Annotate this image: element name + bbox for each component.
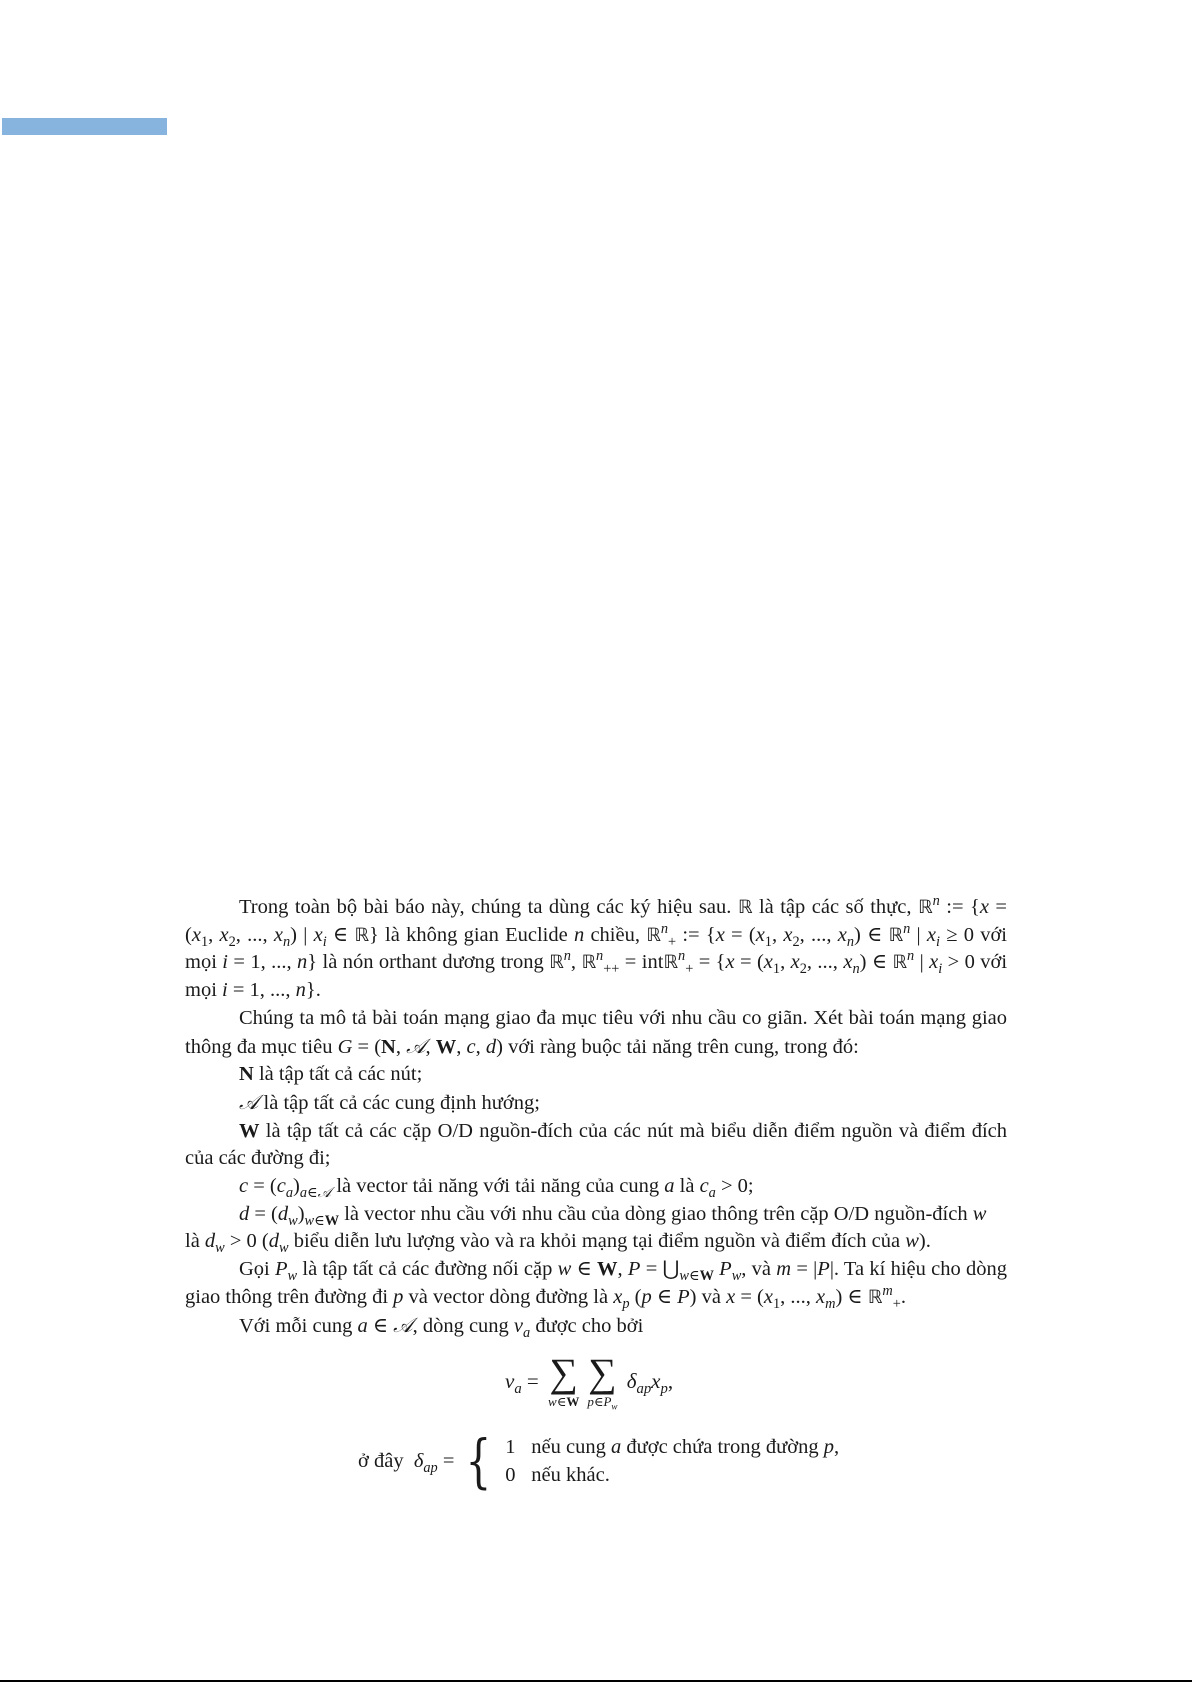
- def-arcs: 𝒜 là tập tất cả các cung định hướng;: [239, 1089, 540, 1114]
- page-body: [185, 894, 1007, 1340]
- delta-case-1: 1 nếu cung a được chứa trong đường p ,: [505, 1436, 840, 1458]
- def-nodes: N là tập tất cả các nút;: [239, 1063, 423, 1086]
- problem-paragraph: Chúng ta mô tả bài toán mạng giao đa mục tiêu với nhu cầu co giãn. Xét bài toán mạng giao thông đa mục tiêu G = (N, 𝒜, W, c, d) với ràng buộc tải năng trên cung, trong đó:: [185, 1006, 1007, 1058]
- sum-over-w: ∑ w∈W: [548, 1350, 580, 1409]
- delta-case-2: 0 nếu khác.: [505, 1464, 610, 1486]
- notation-paragraph: Trong toàn bộ bài báo này, chúng ta dùng các ký hiệu sau. ℝ là tập các số thực, ℝ$^n$ := {$x = (x_1$, $x_2$, ..., $x_n$) | $x_i$ ∈ ℝ} là không gian Euclide n chiều, ℝ$^n_+$ := {$x = (x_1$, $x_2$, ..., $x_n$) ∈ ℝ$^n$ | $x_i \ge 0$ với mọi i = 1, ..., n} là nón orthant dương trong ℝ$^n$, ℝ$^n_{++}$ = intℝ$^n_+$ = {$x = (x_1$, $x_2$, ..., $x_n$) ∈ ℝ$^n$ | $x_i > 0$ với mọi i = 1, ..., n}.: [185, 893, 1008, 1002]
- footer-rule: [0, 1680, 1192, 1682]
- def-od-pairs: W là tập tất cả các cặp O/D nguồn-đích của các nút mà biểu diễn điểm nguồn và điểm đích của các đường đi;: [185, 1119, 1007, 1170]
- section-accent-bar: [2, 118, 167, 135]
- delta-definition: ở đây $\delta_{ap}$ = { 1 nếu cung a được chứa trong đường p , 0 nếu khác.: [358, 1427, 840, 1495]
- sum-over-p: ∑ $p\in P_w$: [587, 1350, 618, 1412]
- arc-flow-equation: $v_a$ = ∑ w∈W ∑ $p\in P_w$ $\delta_{ap}x_p$ ,: [505, 1350, 674, 1412]
- arc-flow-paragraph: Với mỗi cung a ∈ 𝒜, dòng cung $v_a$ được cho bởi: [239, 1312, 644, 1341]
- def-capacity: $c = (c_a)_{a\in 𝒜}$ là vector tải năng với tải năng của cung a là $c_a > 0$;: [239, 1175, 754, 1202]
- path-paragraph: Gọi $P_w$ là tập tất cả các đường nối cặp w ∈ W, $P = ⋃_{w\in W}$ $P_w$, và m = |P|. Ta kí hiệu cho dòng giao thông trên đường đi p và vector dòng đường là $x_p$ (p ∈ P) và $x = (x_1$, ..., $x_m$) ∈ ℝ$^m_+$.: [185, 1258, 1008, 1312]
- def-demand: $d = (d_w)_{w\in W}$ là vector nhu cầu với nhu cầu của dòng giao thông trên cặp O/D nguồn-đích w: [239, 1202, 987, 1229]
- left-brace: {: [465, 1427, 492, 1495]
- def-demand-cont: là $d_w > 0$ ($d_w$ biểu diễn lưu lượng vào và ra khỏi mạng tại điểm nguồn và điểm đích của w).: [185, 1230, 931, 1257]
